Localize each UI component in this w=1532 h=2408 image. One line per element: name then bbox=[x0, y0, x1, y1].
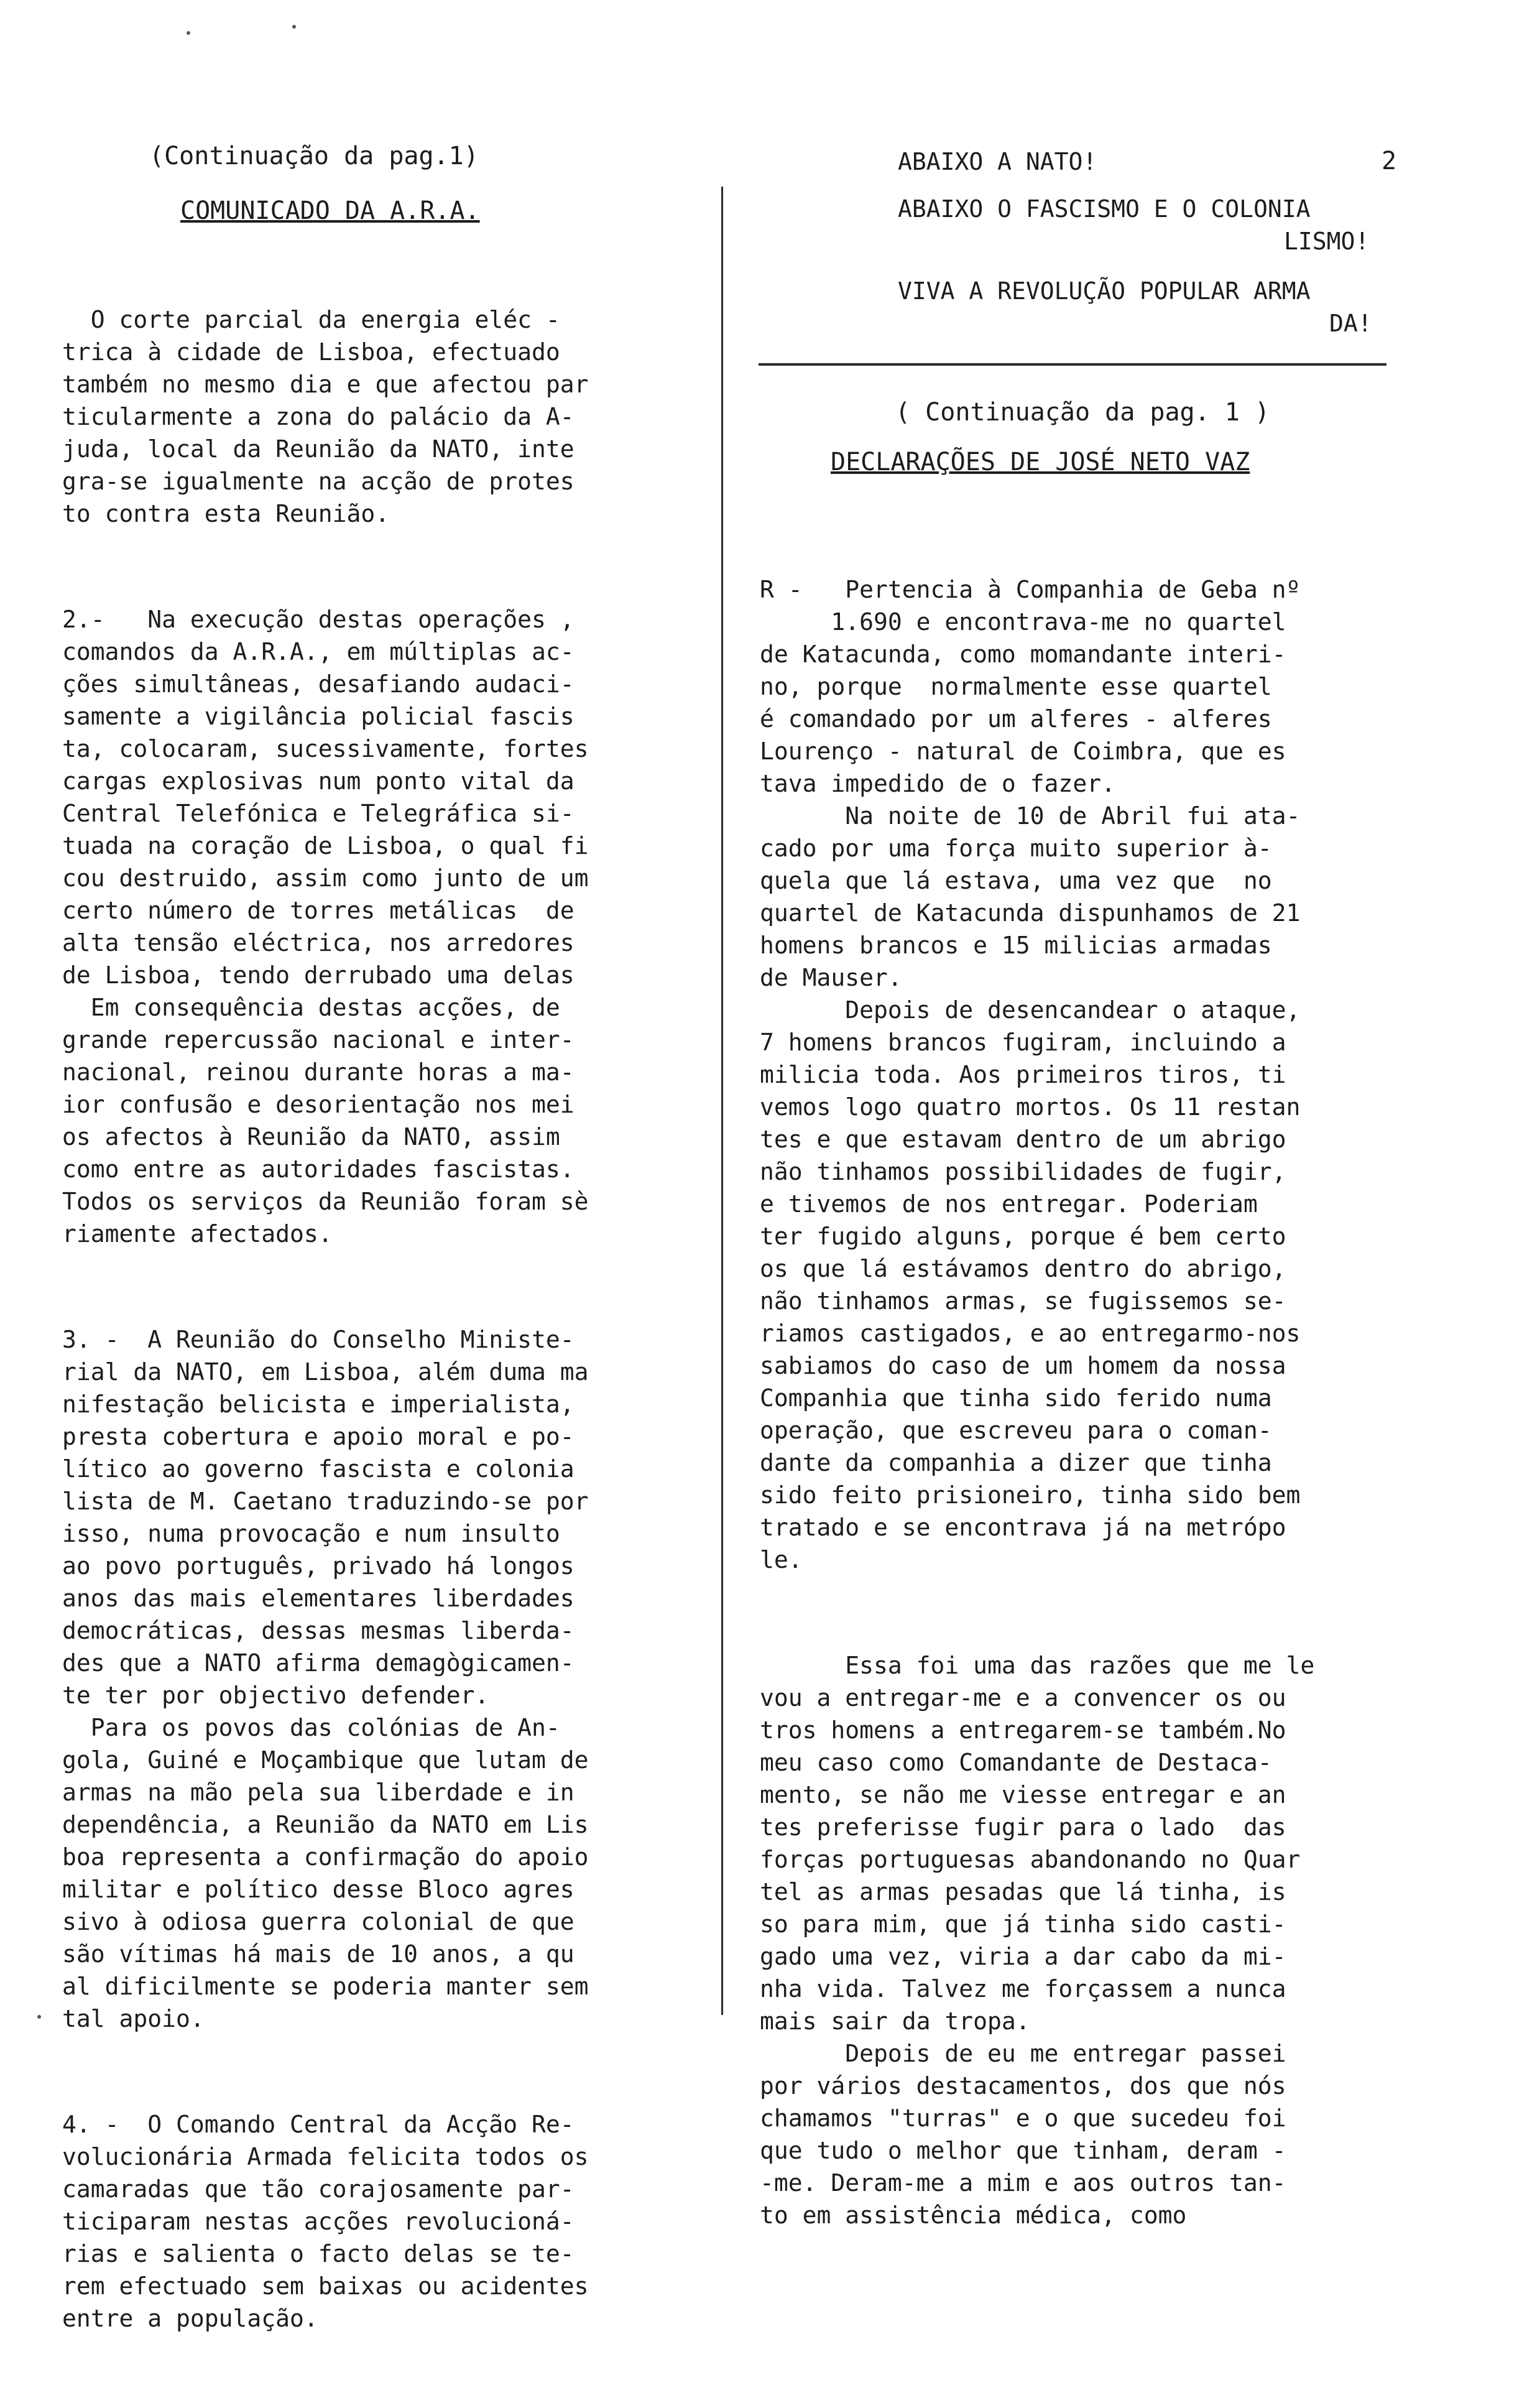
slogan-line-4: VIVA A REVOLUÇÃO POPULAR ARMA bbox=[898, 277, 1311, 305]
column-divider bbox=[721, 187, 723, 2015]
slogan-line-5: DA! bbox=[1329, 310, 1372, 337]
page-number: 2 bbox=[1382, 147, 1397, 175]
scan-speck bbox=[187, 31, 190, 35]
scan-speck bbox=[292, 25, 296, 29]
continuation-note-right: ( Continuação da pag. 1 ) bbox=[895, 398, 1270, 427]
declarations-heading: DECLARAÇÕES DE JOSÉ NETO VAZ bbox=[831, 448, 1250, 476]
continuation-note-left: (Continuação da pag.1) bbox=[149, 142, 479, 170]
communique-heading: COMUNICADO DA A.R.A. bbox=[180, 197, 480, 225]
scan-speck bbox=[37, 2015, 41, 2019]
section-divider bbox=[759, 363, 1387, 366]
slogan-line-3: LISMO! bbox=[1284, 228, 1370, 255]
slogan-line-1: ABAIXO A NATO! bbox=[898, 148, 1097, 175]
communique-paragraph-3: 3. - A Reunião do Conselho Ministe- rial da NATO, em Lisboa, além duma ma nifestação belicista e imperialista, presta cobertura e apoio moral e po- lítico ao governo fascista e colonia lista de M. Caetano traduzindo-se por isso, numa provocação e num insulto ao povo português, privado há longos anos das mais elementares liberdades democráticas, dessas mesmas liberda- des que a NATO afirma demagògicamen- te ter por objectivo defender. Para os povos das colónias de An- gola, Guiné e Moçambique que lutam de armas na mão pela sua liberdade e in dependência, a Reunião da NATO em Lis boa representa a confirmação do apoio militar e político desse Bloco agres sivo à odiosa guerra colonial de que são vítimas há mais de 10 anos, a qu al dificilmente se poderia manter sem tal apoio. bbox=[62, 1326, 589, 2032]
declarations-body bbox=[760, 509, 1314, 2305]
communique-body bbox=[62, 239, 588, 2408]
declarations-paragraph-2: Essa foi uma das razões que me le vou a entregar-me e a convencer os ou tros homens a entregarem-se também.No meu caso como Comandante de Destaca- mento, se não me viesse entregar e an tes preferisse fugir para o lado das forças portuguesas abandonando no Quar tel as armas pesadas que lá tinha, is so para mim, que já tinha sido casti- gado uma vez, viria a dar cabo da mi- nha vida. Talvez me forçassem a nunca mais sair da tropa. Depois de eu me entregar passei por vários destacamentos, dos que nós chamamos "turras" e o que sucedeu foi que tudo o melhor que tinham, deram - -me. Deram-me a mim e aos outros tan- to em assistência médica, como bbox=[760, 1652, 1315, 2229]
declarations-paragraph-1: R - Pertencia à Companhia de Geba nº 1.690 e encontrava-me no quartel de Katacunda, como momandante interi- no, porque normalmente esse quartel é comandado por um alferes - alferes Lourenço - natural de Coimbra, que es tava impedido de o fazer. Na noite de 10 de Abril fui ata- cado por uma força muito superior à- quela que lá estava, uma vez que no quartel de Katacunda dispunhamos de 21 homens brancos e 15 milicias armadas de Mauser. Depois de desencandear o ataque, 7 homens brancos fugiram, incluindo a milicia toda. Aos primeiros tiros, ti vemos logo quatro mortos. Os 11 restan tes e que estavam dentro de um abrigo não tinhamos possibilidades de fugir, e tivemos de nos entregar. Poderiam ter fugido alguns, porque é bem certo os que lá estávamos dentro do abrigo, não tinhamos armas, se fugissemos se- riamos castigados, e ao entregarmo-nos sabiamos do caso de um homem da nossa Companhia que tinha sido ferido numa operação, que escreveu para o coman- dante da companhia a dizer que tinha sido feito prisioneiro, tinha sido bem tratado e se encontrava já na metrópo le. bbox=[760, 576, 1301, 1573]
communique-paragraph-2: 2.- Na execução destas operações , comandos da A.R.A., em múltiplas ac- ções simultâneas, desafiando audaci- samente a vigilância policial fascis ta, colocaram, sucessivamente, fortes cargas explosivas num ponto vital da Central Telefónica e Telegráfica si- tuada na coração de Lisboa, o qual fi cou destruido, assim como junto de um certo número de torres metálicas de alta tensão eléctrica, nos arredores de Lisboa, tendo derrubado uma delas Em consequência destas acções, de grande repercussão nacional e inter- nacional, reinou durante horas a ma- ior confusão e desorientação nos mei os afectos à Reunião da NATO, assim como entre as autoridades fascistas. Todos os serviços da Reunião foram sè riamente afectados. bbox=[62, 606, 589, 1248]
communique-paragraph-1: O corte parcial da energia eléc - trica à cidade de Lisboa, efectuado também no mesmo dia e que afectou par ticularmente a zona do palácio da A- juda, local da Reunião da NATO, inte gra-se igualmente na acção de protes to contra esta Reunião. bbox=[62, 306, 589, 527]
communique-paragraph-4: 4. - O Comando Central da Acção Re- volucionária Armada felicita todos os camaradas que tão corajosamente par- ticiparam nestas acções revolucioná- rias e salienta o facto delas se te- rem efectuado sem baixas ou acidentes entre a população. bbox=[62, 2111, 589, 2332]
slogan-line-2: ABAIXO O FASCISMO E O COLONIA bbox=[898, 195, 1311, 223]
